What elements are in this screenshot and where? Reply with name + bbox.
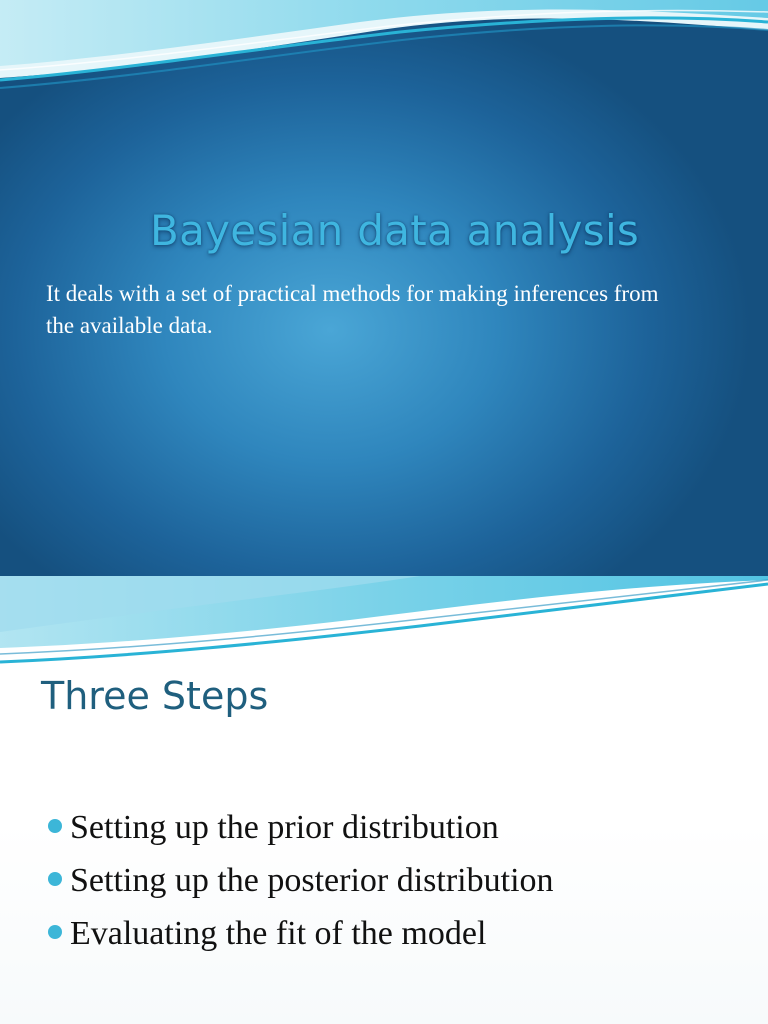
list-item-text: Setting up the prior distribution [70,809,499,846]
wave-decoration-top [0,0,768,100]
slide-title: Bayesian data analysis [150,206,640,255]
bullet-dot-icon [48,872,62,886]
list-item-text: Evaluating the fit of the model [70,915,487,952]
bullet-dot-icon [48,925,62,939]
bullet-dot-icon [48,819,62,833]
list-item [48,801,748,854]
slide-subtitle: It deals with a set of practical methods for making inferences from the available data. [46,281,659,338]
bullet-list [48,801,748,960]
list-item [48,854,748,907]
content-slide [0,576,768,1024]
list-item-text: Setting up the posterior distribution [70,862,554,899]
list-item [48,907,748,960]
slide-title: Three Steps [41,674,269,718]
wave-decoration-top [0,576,768,666]
